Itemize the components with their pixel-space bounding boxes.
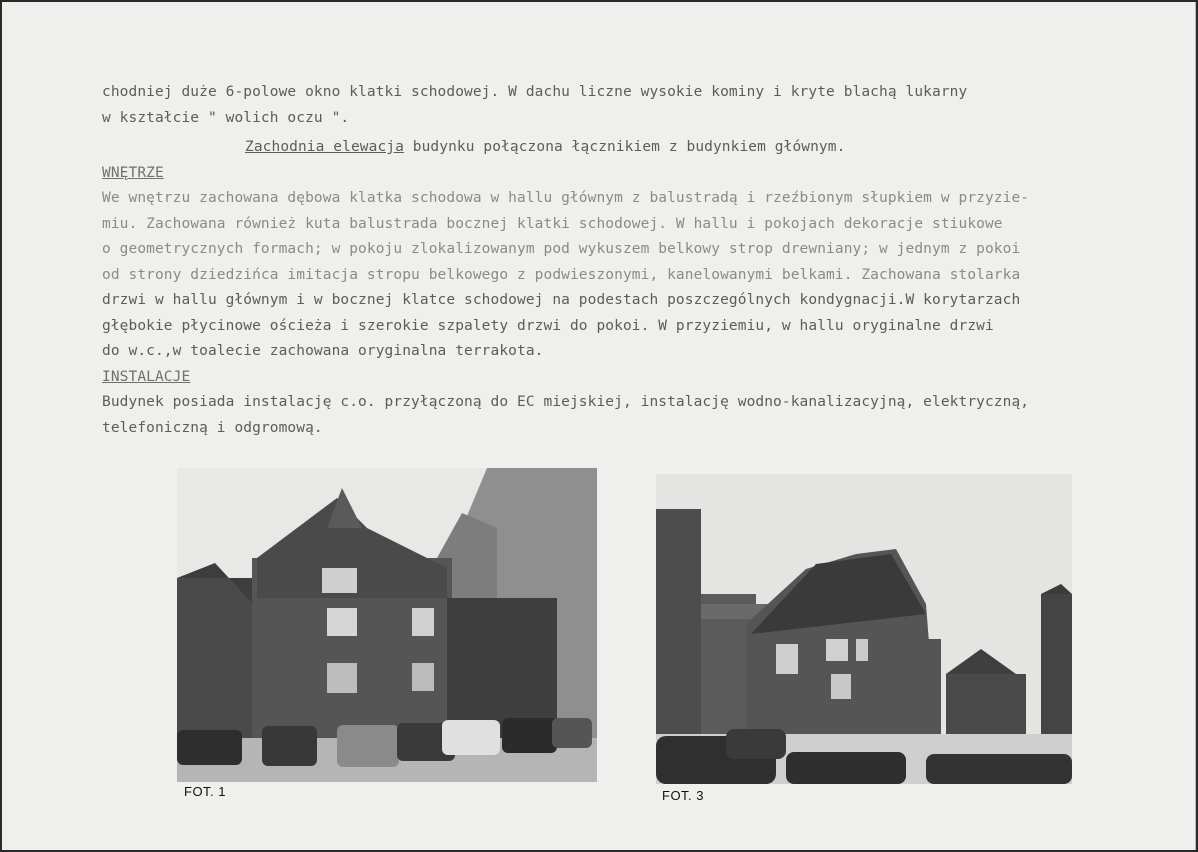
photo-3 — [656, 474, 1072, 784]
text-line: telefoniczną i odgromową. — [102, 419, 323, 436]
text-line: do w.c.,w toalecie zachowana oryginalna terrakota. — [102, 343, 544, 359]
text-line: chodniej duże 6-polowe okno klatki schodowej. W dachu liczne wysokie kominy i kryte blachą lukarny — [102, 84, 968, 100]
text-line: głębokie płycinowe ościeża i szerokie szpalety drzwi do pokoi. W przyziemiu, w hallu oryginalne drzwi — [102, 317, 994, 334]
text-line: drzwi w hallu głównym i w bocznej klatce schodowej na podestach poszczególnych kondygnacji.W korytarzach — [102, 292, 1021, 308]
photo-1-caption: FOT. 1 — [184, 784, 227, 799]
body-text — [102, 80, 1172, 441]
text-line — [102, 135, 1172, 161]
photo-3-caption: FOT. 3 — [662, 788, 705, 803]
text-line: miu. Zachowana również kuta balustrada bocznej klatki schodowej. W hallu i pokojach dekoracje stiukowe — [102, 215, 1003, 232]
section-heading-wnetrze: WNĘTRZE — [102, 164, 164, 181]
underlined-phrase: Zachodnia elewacja — [245, 139, 404, 155]
text-line: w kształcie " wolich oczu ". — [102, 109, 350, 126]
text-fragment: budynku połączona łącznikiem z budynkiem głównym. — [403, 139, 846, 155]
text-line: We wnętrzu zachowana dębowa klatka schodowa w hallu głównym z balustradą i rzeźbionym słupkiem w przyzie- — [102, 190, 1030, 206]
document-page — [2, 2, 1196, 850]
text-line: od strony dziedzińca imitacja stropu belkowego z podwieszonymi, kanelowanymi belkami. Zachowana stolarka — [102, 266, 1021, 283]
text-line: Budynek posiada instalację c.o. przyłączoną do EC miejskiej, instalację wodno-kanalizacyjną, elektryczną, — [102, 394, 1030, 410]
text-line: o geometrycznych formach; w pokoju zlokalizowanym pod wykuszem belkowy strop drewniany; w jednym z pokoi — [102, 241, 1021, 257]
photo-1 — [177, 468, 597, 782]
section-heading-instalacje: INSTALACJE — [102, 368, 191, 385]
